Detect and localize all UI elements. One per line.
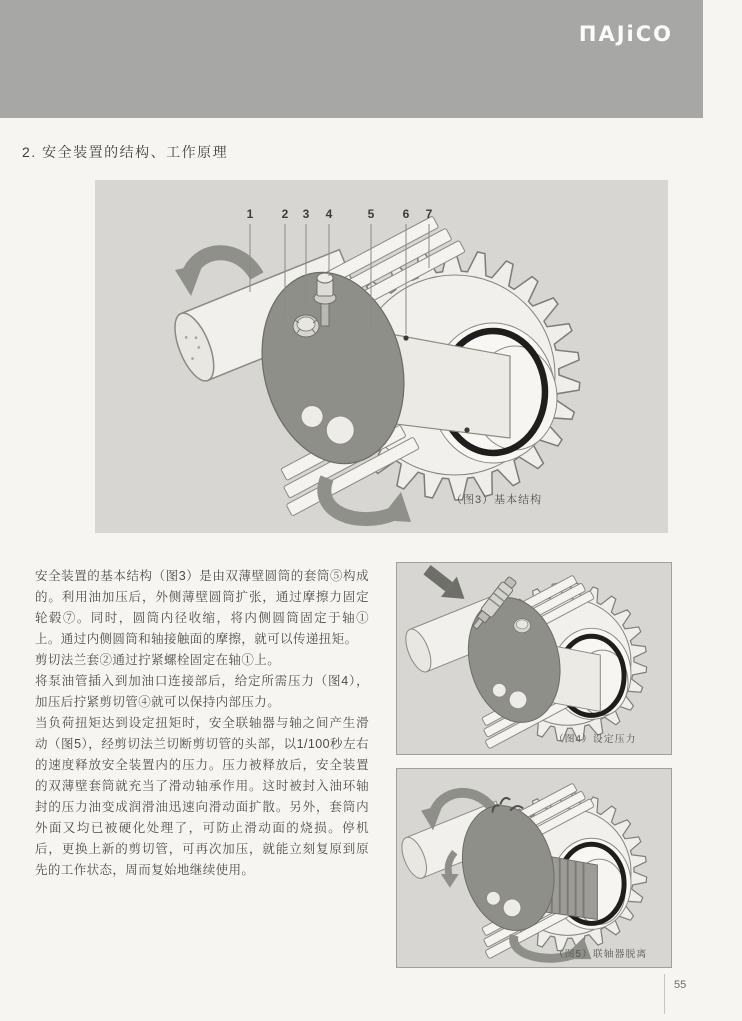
callout-1: 1 <box>246 207 254 221</box>
figure3-illustration <box>95 180 668 533</box>
paragraph: 安全装置的基本结构（图3）是由双薄壁圆筒的套筒⑤构成的。利用油加压后，外侧薄壁圆筒扩张，通过摩擦力固定轮毂⑦。同时，圆筒内径收缩，将内侧圆筒固定于轴①上。通过内侧圆筒和轴接触面的摩擦，就可以传递扭矩。 <box>35 569 369 646</box>
figure5-illustration <box>397 769 671 967</box>
callout-3: 3 <box>302 207 310 221</box>
callout-7: 7 <box>425 207 433 221</box>
callout-2: 2 <box>281 207 289 221</box>
body-text <box>35 566 369 881</box>
knurled-bolt-icon <box>514 619 531 633</box>
figure4-panel <box>396 562 672 755</box>
callout-4: 4 <box>325 207 333 221</box>
paragraph: 当负荷扭矩达到设定扭矩时，安全联轴器与轴之间产生滑动（图5），经剪切法兰切断剪切管的头部，以1/100秒左右的速度释放安全装置内的压力。压力被释放后，安全装置的双薄壁套筒就充当了滑动轴承作用。这时被封入油环轴封的压力油变成润滑油迅速向滑动面扩散。另外，套筒内外面又均已被硬化处理了，可防止滑动面的烧损。停机后，更换上新的剪切管，可再次加压，就能立刻复原到原先的工作状态，周而复始地继续使用。 <box>35 716 369 877</box>
figure4-caption: （图4）设定压力 <box>553 734 637 746</box>
callout-6: 6 <box>402 207 410 221</box>
knurled-bolt-icon <box>293 315 319 337</box>
figure4-illustration <box>397 563 671 754</box>
page-title: 2. 安全装置的结构、工作原理 <box>22 144 229 160</box>
callout-5: 5 <box>367 207 375 221</box>
footer-rule <box>664 974 665 1014</box>
figure5-panel <box>396 768 672 968</box>
figure5-caption: （图5）联轴器脱离 <box>553 949 648 961</box>
header-bar <box>0 0 703 118</box>
brand-logo: ПAJiCO <box>578 22 673 46</box>
paragraph: 将泵油管插入到加油口连接部后，给定所需压力（图4），加压后拧紧剪切管④就可以保持内部压力。 <box>35 674 369 709</box>
figure3-caption: （图3）基本结构 <box>451 494 543 506</box>
figure3-panel <box>95 180 668 533</box>
paragraph: 剪切法兰套②通过拧紧螺栓固定在轴①上。 <box>35 653 281 667</box>
page-number: 55 <box>674 979 687 991</box>
pump-arrow-icon <box>419 563 472 609</box>
